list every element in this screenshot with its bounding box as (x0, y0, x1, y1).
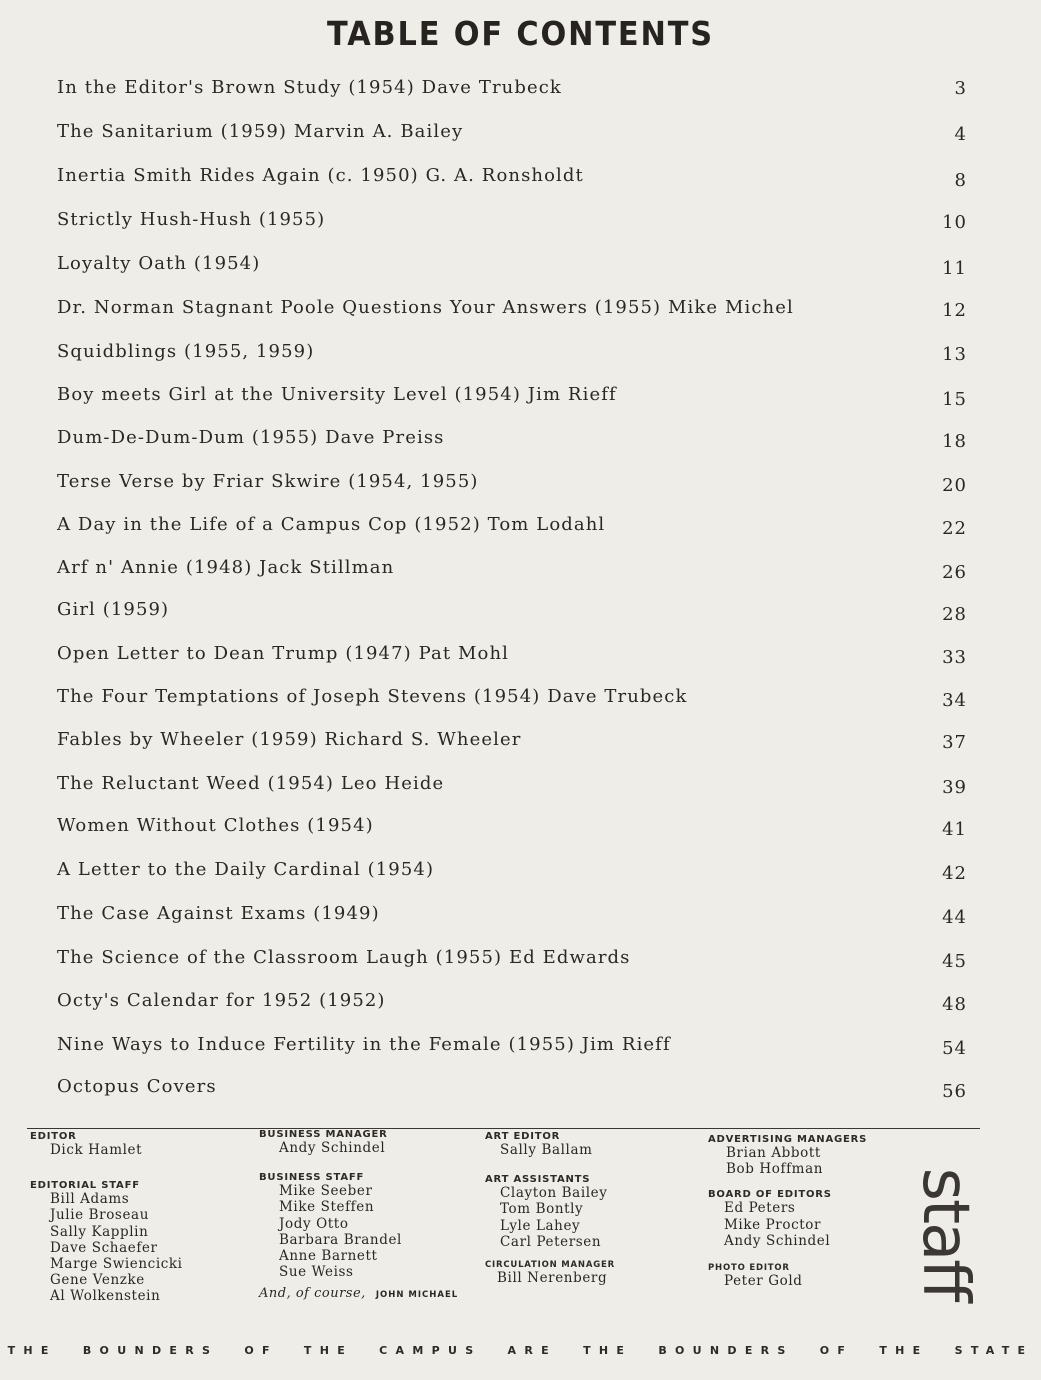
toc-entry: Strictly Hush-Hush (1955) (57, 209, 326, 230)
staff-name: Marge Swiencicki (50, 1256, 183, 1273)
toc-row (57, 990, 967, 1020)
art-assistants-label: ART ASSISTANTS (485, 1174, 591, 1186)
toc-row (57, 427, 967, 457)
toc-row (57, 1076, 967, 1106)
toc-row (57, 384, 967, 414)
advertising-managers-list (708, 1145, 898, 1177)
toc-row (57, 686, 967, 716)
toc-entry: Dr. Norman Stagnant Poole Questions Your Answers (1955) Mike Michel (57, 297, 794, 318)
toc-row (57, 599, 967, 629)
toc-page-number: 22 (942, 518, 967, 539)
toc-page-number: 48 (942, 994, 967, 1015)
staff-name: Brian Abbott (726, 1145, 821, 1161)
toc-entry: Dum-De-Dum-Dum (1955) Dave Preiss (57, 427, 445, 448)
toc-row (57, 341, 967, 371)
staff-vertical-heading (905, 1150, 985, 1318)
page-title: TABLE OF CONTENTS (327, 14, 714, 53)
board-of-editors-label: BOARD OF EDITORS (708, 1189, 832, 1201)
toc-entry: The Four Temptations of Joseph Stevens (1954) Dave Trubeck (57, 686, 688, 707)
toc-page-number: 44 (942, 907, 967, 928)
staff-name: Carl Petersen (500, 1233, 602, 1250)
toc-row (57, 903, 967, 933)
editor-list (30, 1142, 250, 1158)
staff-name: Bob Hoffman (726, 1161, 824, 1178)
staff-name: Peter Gold (724, 1273, 803, 1290)
toc-row (57, 815, 967, 845)
toc-row (57, 297, 967, 327)
editorial-staff-list (30, 1191, 250, 1304)
art-editor-list (485, 1142, 695, 1158)
staff-name: Dick Hamlet (50, 1142, 143, 1158)
toc-entry: The Science of the Classroom Laugh (1955) Ed Edwards (57, 947, 631, 968)
toc-entry: The Sanitarium (1959) Marvin A. Bailey (57, 121, 464, 142)
toc-page-number: 39 (942, 777, 967, 798)
toc-page-number: 8 (954, 170, 967, 191)
divider (27, 1128, 980, 1129)
toc-page-number: 10 (942, 212, 967, 233)
toc-page-number: 33 (942, 647, 967, 668)
toc-entry: Fables by Wheeler (1959) Richard S. Wheeler (57, 729, 522, 750)
toc-row (57, 165, 967, 195)
toc-page-number: 26 (942, 562, 967, 583)
staff-name: Tom Bontly (500, 1201, 584, 1218)
business-manager-list (259, 1140, 479, 1156)
staff-name: Lyle Lahey (500, 1217, 581, 1234)
toc-entry: Girl (1959) (57, 599, 170, 620)
business-manager-label: BUSINESS MANAGER (259, 1129, 388, 1140)
toc-entry: A Letter to the Daily Cardinal (1954) (57, 859, 435, 880)
john-michael: JOHN MICHAEL (375, 1290, 459, 1301)
toc-page-number: 15 (942, 389, 967, 410)
staff-name: Mike Seeber (279, 1183, 373, 1200)
staff-name: Bill Nerenberg (497, 1270, 608, 1287)
editorial-staff-label: EDITORIAL STAFF (30, 1180, 140, 1192)
toc-row (57, 729, 967, 759)
toc-row (57, 77, 967, 107)
toc-page-number: 3 (954, 78, 967, 99)
staff-name: Andy Schindel (279, 1140, 386, 1156)
and-of-course-text: And, of course, (259, 1286, 366, 1302)
toc-entry: The Case Against Exams (1949) (57, 903, 380, 924)
toc-page-number: 34 (942, 690, 967, 711)
toc-entry: Boy meets Girl at the University Level (1954) Jim Rieff (57, 384, 617, 405)
toc-row (57, 121, 967, 151)
staff-name: Gene Venzke (50, 1272, 145, 1289)
toc-entry: Octopus Covers (57, 1076, 217, 1097)
toc-page-number: 18 (942, 431, 967, 452)
toc-entry: Octy's Calendar for 1952 (1952) (57, 990, 386, 1011)
staff-name: Jody Otto (279, 1215, 349, 1232)
business-staff-label: BUSINESS STAFF (259, 1172, 365, 1184)
toc-entry: The Reluctant Weed (1954) Leo Heide (57, 773, 445, 794)
staff-column-art (485, 1131, 695, 1286)
toc-page-number: 28 (942, 604, 967, 625)
toc-entry: Nine Ways to Induce Fertility in the Female (1955) Jim Rieff (57, 1034, 671, 1055)
staff-column-advertising (708, 1134, 898, 1289)
toc-row (57, 643, 967, 673)
toc-entry: In the Editor's Brown Study (1954) Dave Trubeck (57, 77, 562, 98)
toc-entry: Terse Verse by Friar Skwire (1954, 1955) (57, 471, 479, 492)
toc-entry: Arf n' Annie (1948) Jack Stillman (57, 557, 395, 578)
circulation-manager-label: CIRCULATION MANAGER (485, 1260, 615, 1271)
staff-name: Clayton Bailey (500, 1185, 608, 1202)
staff-column-business (259, 1129, 479, 1301)
staff-name: Dave Schaefer (50, 1239, 158, 1256)
staff-name: Mike Proctor (724, 1216, 822, 1233)
toc-page-number: 4 (954, 124, 967, 145)
toc-page-number: 13 (942, 344, 967, 365)
staff-name: Sally Ballam (500, 1142, 593, 1158)
staff-name: Sue Weiss (279, 1264, 354, 1281)
toc-page-number: 11 (942, 258, 967, 279)
staff-name: Sally Kapplin (50, 1223, 149, 1240)
business-staff-list (259, 1183, 479, 1280)
toc-entry: Women Without Clothes (1954) (57, 815, 374, 836)
staff-word: staff (908, 1167, 982, 1301)
toc-entry: Loyalty Oath (1954) (57, 253, 261, 274)
staff-name: Barbara Brandel (279, 1231, 402, 1248)
staff-name: Ed Peters (724, 1200, 796, 1217)
toc-row (57, 557, 967, 587)
toc-row (57, 773, 967, 803)
toc-row (57, 253, 967, 283)
staff-name: Bill Adams (50, 1191, 130, 1208)
photo-editor-list (708, 1273, 898, 1289)
staff-name: Andy Schindel (724, 1232, 831, 1249)
toc-page-number: 45 (942, 951, 967, 972)
toc-row (57, 947, 967, 977)
and-of-course (259, 1286, 479, 1301)
toc-page-number: 54 (942, 1038, 967, 1059)
toc-entry: Open Letter to Dean Trump (1947) Pat Mohl (57, 643, 510, 664)
staff-name: Julie Broseau (50, 1207, 149, 1224)
art-editor-label: ART EDITOR (485, 1131, 561, 1142)
toc-entry: Inertia Smith Rides Again (c. 1950) G. A. Ronsholdt (57, 165, 584, 186)
staff-name: Al Wolkenstein (50, 1288, 161, 1305)
toc-entry: Squidblings (1955, 1959) (57, 341, 315, 362)
toc-page-number: 42 (942, 863, 967, 884)
staff-column-editorial (30, 1131, 250, 1305)
toc-row (57, 209, 967, 239)
photo-editor-label: PHOTO EDITOR (708, 1263, 790, 1274)
staff-name: Mike Steffen (279, 1199, 375, 1216)
toc-page-number: 56 (942, 1081, 967, 1102)
toc-row (57, 471, 967, 501)
toc-page-number: 41 (942, 819, 967, 840)
board-of-editors-list (708, 1200, 898, 1249)
toc-row (57, 514, 967, 544)
toc-page-number: 37 (942, 732, 967, 753)
toc-row (57, 1034, 967, 1064)
art-assistants-list (485, 1185, 695, 1250)
advertising-managers-label: ADVERTISING MANAGERS (708, 1134, 868, 1145)
staff-name: Anne Barnett (279, 1248, 378, 1265)
toc-page-number: 20 (942, 475, 967, 496)
circulation-manager-list (485, 1270, 695, 1286)
editor-label: EDITOR (30, 1131, 77, 1142)
toc-entry: A Day in the Life of a Campus Cop (1952) Tom Lodahl (57, 514, 606, 535)
toc-page-number: 12 (942, 300, 967, 321)
footer-motto: THE BOUNDERS OF THE CAMPUS ARE THE BOUNDERS OF THE STATE (7, 1344, 1034, 1357)
toc-row (57, 859, 967, 889)
